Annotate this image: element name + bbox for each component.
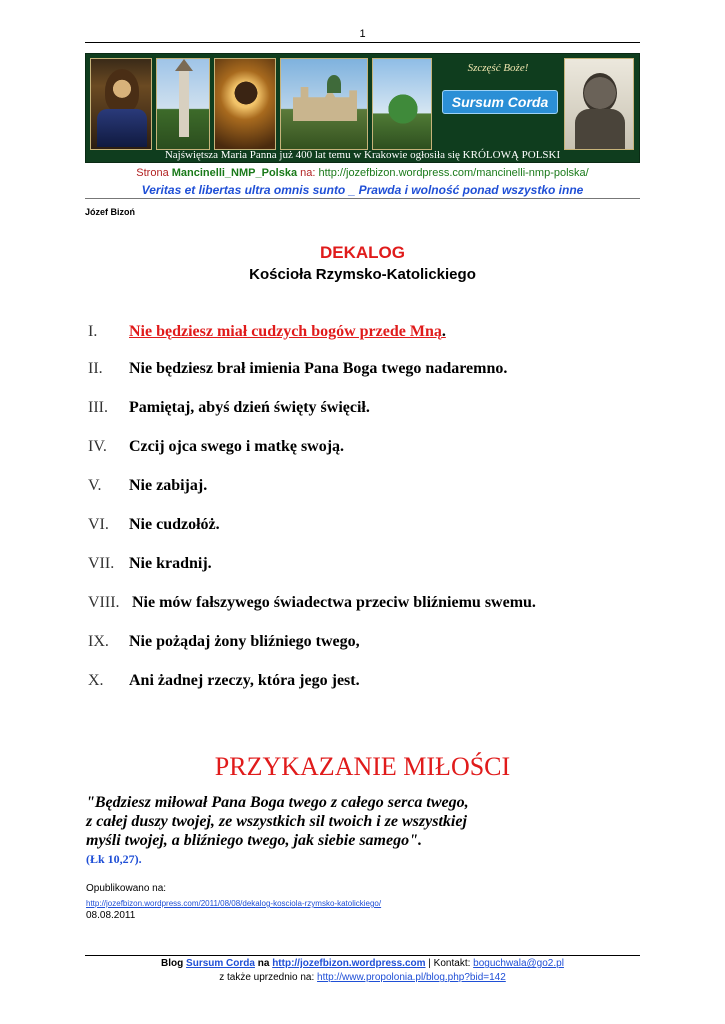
banner-caption: Najświętsza Maria Panna już 400 lat temu w Krakowie ogłosiła się KRÓLOWĄ POLSKI [164,149,561,161]
commandment-period: . [441,323,446,340]
madonna-painting-image [90,58,152,150]
wawel-castle-image [280,58,368,150]
commandment-item [88,632,648,652]
commandment-text: Pamiętaj, abyś dzień święty święcił. [129,399,370,416]
footer-na-label: na [254,958,273,969]
footer-email-link[interactable]: boguchwala@go2.pl [473,958,564,969]
commandment-item [88,322,648,342]
commandment-number: VIII. [88,594,120,611]
quote-line: myśli twojej, a bliźniego twego, jak siebie samego". [86,832,422,849]
commandment-text: Czcij ojca swego i matkę swoją. [129,438,345,455]
quote-line: z całej duszy twojej, ze wszystkich sil twoich i ze wszystkiej [86,813,467,830]
commandment-text: Nie pożądaj żony bliźniego twego, [129,633,360,650]
commandment-item [88,359,648,379]
commandment-text: Nie mów fałszywego świadectwa przeciw bliźniemu swemu. [132,594,536,611]
commandment-number: X. [88,672,104,689]
commandment-item [88,476,648,496]
published-label: Opublikowano na: [86,883,167,894]
site-url-link[interactable]: http://jozefbizon.wordpress.com/mancinelli-nmp-polska/ [318,167,589,179]
document-title: DEKALOG [320,243,405,262]
footer-line [0,958,725,969]
commandment-number: V. [88,477,102,494]
footer-site-link[interactable]: http://jozefbizon.wordpress.com [272,958,426,969]
page-number: 1 [359,28,366,40]
commandment-item [88,593,648,613]
commandment-text: Nie będziesz brał imienia Pana Boga twego nadaremno. [129,360,508,377]
header-banner [85,53,640,163]
commandment-number: I. [88,323,98,340]
commandment-item [88,515,648,535]
quote-reference: (Łk 10,27). [86,852,142,866]
footer-propolonia-link[interactable]: http://www.propolonia.pl/blog.php?bid=142 [317,972,506,983]
commandment-text: Nie kradnij. [129,555,212,572]
header-rule [85,42,640,43]
footer-line-2 [0,972,725,983]
commandment-number: VII. [88,555,115,572]
published-link[interactable]: http://jozefbizon.wordpress.com/2011/08/08/dekalog-kosciola-rzymsko-katolickiego/ [86,899,382,908]
footer-contact-label: | Kontakt: [425,958,474,969]
sursum-corda-badge: Sursum Corda [442,90,558,114]
banner-greeting: Szczęść Boże! [467,62,529,74]
commandment-text: Nie cudzołóż. [129,516,220,533]
quote-line: "Będziesz miłował Pana Boga twego z całego serca twego, [86,794,469,811]
love-commandment-title: PRZYKAZANIE MIŁOŚCI [214,752,511,781]
commandment-number: IX. [88,633,109,650]
golden-icon-image [214,58,276,150]
published-date: 08.08.2011 [86,910,136,921]
footer-blog-label: Blog [161,958,187,969]
commandment-item [88,671,648,691]
commandment-number: II. [88,360,103,377]
site-line-prefix: Strona [136,167,172,179]
motto: Veritas et libertas ultra omnis sunto _ Prawda i wolność ponad wszystko inne [141,183,584,197]
bible-quote [86,793,646,850]
footer-sursum-corda-link[interactable]: Sursum Corda [186,958,255,969]
commandment-item [88,437,648,457]
commandment-item [88,554,648,574]
commandment-number: III. [88,399,108,416]
motto-rule [85,198,640,199]
commandment-text: Ani żadnej rzeczy, która jego jest. [129,672,360,689]
commandment-text: Nie zabijaj. [129,477,208,494]
commandments-list [88,322,648,691]
site-line [0,167,725,179]
commandment-item [88,398,648,418]
church-tower-image [156,58,210,150]
saint-portrait-image [564,58,634,150]
landscape-image [372,58,432,150]
footer-rule [85,955,640,956]
site-name: Mancinelli_NMP_Polska [171,167,298,179]
commandment-number: IV. [88,438,107,455]
author-name: Józef Bizoń [85,207,136,217]
commandment-number: VI. [88,516,109,533]
document-subtitle: Kościoła Rzymsko-Katolickiego [249,266,476,283]
footer-line2-prefix: z także uprzednio na: [219,972,318,983]
commandment-text: Nie będziesz miał cudzych bogów przede Mną [129,323,442,340]
site-line-middle: na: [297,167,319,179]
